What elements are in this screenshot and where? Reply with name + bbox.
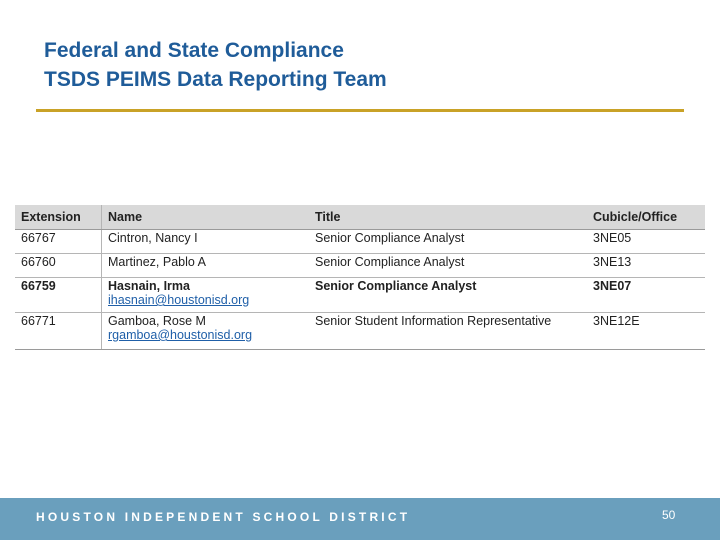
slide-title — [44, 36, 387, 94]
column-header-extension: Extension — [15, 205, 102, 230]
title-line-1: Federal and State Compliance — [44, 39, 344, 62]
cell-office: 3NE05 — [587, 230, 705, 254]
title-line-2: TSDS PEIMS Data Reporting Team — [44, 68, 387, 91]
cell-title: Senior Compliance Analyst — [309, 278, 587, 313]
email-link[interactable]: ihasnain@houstonisd.org — [108, 293, 250, 307]
cell-name: Martinez, Pablo A — [102, 254, 310, 278]
cell-extension: 66760 — [15, 254, 102, 278]
title-divider — [36, 109, 684, 112]
table-header-row — [15, 205, 705, 230]
cell-office: 3NE12E — [587, 313, 705, 350]
cell-title: Senior Compliance Analyst — [309, 254, 587, 278]
person-name: Gamboa, Rose M — [108, 314, 206, 328]
person-name: Hasnain, Irma — [108, 279, 190, 293]
footer-bar — [0, 498, 720, 540]
table-row — [15, 313, 705, 350]
cell-office: 3NE07 — [587, 278, 705, 313]
column-header-name: Name — [102, 205, 310, 230]
cell-extension: 66759 — [15, 278, 102, 313]
cell-name — [102, 278, 310, 313]
column-header-title: Title — [309, 205, 587, 230]
page-number: 50 — [662, 508, 676, 522]
table-row — [15, 230, 705, 254]
column-header-office: Cubicle/Office — [587, 205, 705, 230]
cell-title: Senior Compliance Analyst — [309, 230, 587, 254]
cell-office: 3NE13 — [587, 254, 705, 278]
district-name: HOUSTON INDEPENDENT SCHOOL DISTRICT — [36, 510, 411, 524]
cell-extension: 66767 — [15, 230, 102, 254]
cell-title: Senior Student Information Representative — [309, 313, 587, 350]
cell-name — [102, 313, 310, 350]
table-row — [15, 254, 705, 278]
cell-extension: 66771 — [15, 313, 102, 350]
email-link[interactable]: rgamboa@houstonisd.org — [108, 328, 253, 342]
table-row — [15, 278, 705, 313]
staff-table — [15, 205, 705, 350]
cell-name: Cintron, Nancy I — [102, 230, 310, 254]
